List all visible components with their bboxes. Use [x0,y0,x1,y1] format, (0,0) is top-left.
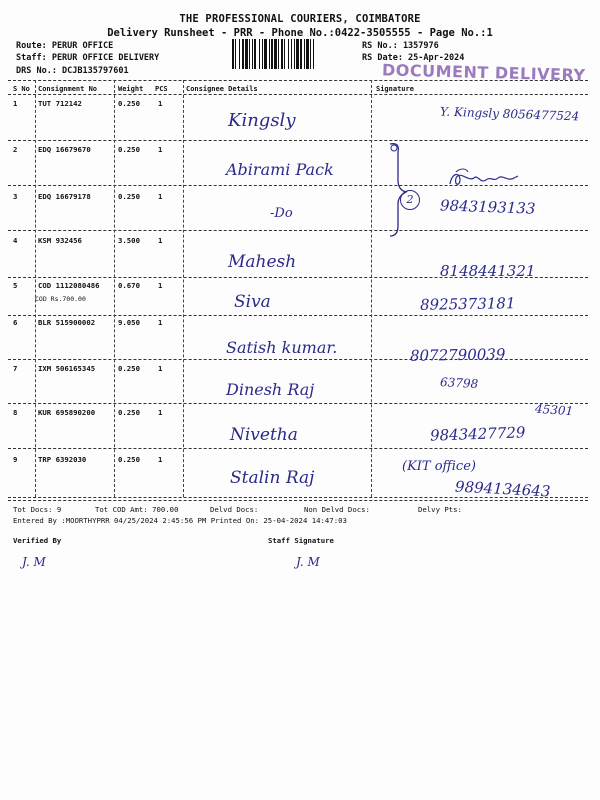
column-header-pcs: PCS [155,85,168,93]
rs-number: RS No.: 1357976 [362,41,439,51]
row-signature-handwritten: 9894134643 [454,477,551,501]
column-header-weight: Weight [118,85,144,93]
row-pcs: 1 [158,281,163,290]
entered-by: Entered By :MOORTHYPRR 04/25/2024 2:45:56 PM Printed On: 25-04-2024 14:47:03 [13,516,347,525]
barcode-bar [300,39,302,69]
brace-mark [386,140,420,240]
row-weight: 0.250 [118,408,140,417]
company-title: THE PROFESSIONAL COURIERS, COIMBATORE [179,13,421,25]
row-consignment-no: KSM 932456 [38,236,82,245]
row7-extra-note: 45301 [534,401,574,419]
row-divider [8,448,588,449]
row-weight: 0.250 [118,99,140,108]
row-weight: 0.250 [118,364,140,373]
row-consignee-handwritten: Siva [234,292,271,312]
drs-number: DRS No.: DCJB135797601 [16,66,129,76]
route-label: Route: PERUR OFFICE [16,41,114,51]
column-divider [35,80,36,497]
barcode-bar [313,39,314,69]
tot-docs: Tot Docs: 9 [13,505,62,514]
row-pcs: 1 [158,455,163,464]
row-consignment-no: TUT 712142 [38,99,82,108]
barcode-bar [291,39,292,69]
row-weight: 9.050 [118,318,140,327]
row-consignment-no: EDQ 16679670 [38,145,91,154]
barcode-bar [294,39,295,69]
row-consignee-handwritten: Satish kumar. [226,338,338,357]
barcode-bar [259,39,260,69]
row-pcs: 1 [158,236,163,245]
staff-signature-label: Staff Signature [268,536,334,545]
barcode-bar [281,39,283,69]
row-sno: 2 [13,145,18,154]
row-divider [8,315,588,316]
row-pcs: 1 [158,364,163,373]
delvd-docs: Delvd Docs: [210,505,259,514]
row-signature-handwritten: 9843193133 [439,196,536,218]
row-sno: 7 [13,364,18,373]
row-weight: 0.250 [118,192,140,201]
row-signature-handwritten: 9843427729 [429,423,526,445]
row-pcs: 1 [158,318,163,327]
row-signature-handwritten: 8072790039 [409,345,506,365]
row-consignment-no: KUR 695890200 [38,408,96,417]
row-sno: 3 [13,192,18,201]
barcode-bar [296,39,299,69]
row-pcs: 1 [158,192,163,201]
totals-top-rule [8,500,588,501]
row-weight: 0.250 [118,145,140,154]
header-bottom-rule [8,94,588,95]
row-divider [8,230,588,231]
table-top-rule [8,80,588,81]
row-consignee-handwritten: Kingsly [228,110,296,131]
row-sno: 1 [13,99,18,108]
row-pcs: 1 [158,408,163,417]
column-divider [183,80,184,497]
barcode-bar [306,39,309,69]
row-signature-handwritten: 8925373181 [419,294,516,314]
row-sno: 4 [13,236,18,245]
barcode-bar [278,39,279,69]
barcode-bar [235,39,236,69]
barcode-bar [245,39,248,69]
row-sno: 5 [13,281,18,290]
barcode-bar [262,39,263,69]
barcode-bar [271,39,273,69]
runsheet-subtitle: Delivery Runsheet - PRR - Phone No.:0422-3505555 - Page No.:1 [107,27,493,39]
row-sno: 8 [13,408,18,417]
barcode-bar [274,39,277,69]
non-delvd-docs: Non Delvd Docs: [304,505,370,514]
row-consignment-no: TRP 6392030 [38,455,87,464]
column-header-consignee: Consignee Details [186,85,258,93]
barcode-bar [288,39,289,69]
row-weight: 3.500 [118,236,140,245]
column-divider [371,80,372,497]
document-delivery-stamp: DOCUMENT DELIVERY [381,60,586,85]
row-divider [8,403,588,404]
delvy-pts: Delvy Pts: [418,505,462,514]
tot-cod-amt: Tot COD Amt: 700.00 [95,505,179,514]
verified-by-label: Verified By [13,536,62,545]
row-signature-handwritten: Y. Kingsly 8056477524 [439,104,580,124]
circled-annotation [400,190,420,210]
barcode-bar [239,39,240,69]
barcode-bar [304,39,305,69]
row-sno: 6 [13,318,18,327]
row-consignee-handwritten: Abirami Pack [226,160,334,179]
row-sno: 9 [13,455,18,464]
barcode-bar [242,39,244,69]
barcode-bar [264,39,267,69]
column-header-sno: S No [13,85,30,93]
row-weight: 0.250 [118,455,140,464]
circled-number: 2 [406,193,414,206]
row-consignee-handwritten: Dinesh Raj [226,380,315,399]
row-consignee-handwritten: -Do [270,206,293,221]
barcode-image [232,39,354,69]
row-pcs: 1 [158,145,163,154]
barcode-bar [252,39,253,69]
barcode-bar [249,39,250,69]
row-signature-handwritten: 63798 [439,375,479,391]
staff-signature: J. M [296,555,320,569]
row-consignee-handwritten: Stalin Raj [230,468,315,488]
column-header-consignment: Consignment No [38,85,98,93]
row-consignment-no: IXM 506165345 [38,364,96,373]
column-divider [114,80,115,497]
tamil-signature-scribble [446,168,536,190]
row-signature-handwritten: 8148441321 [440,262,536,280]
row-consignment-no: EDQ 16679178 [38,192,91,201]
row-consignment-no: COD 1112080486 [38,281,100,290]
rs-date: RS Date: 25-Apr-2024 [362,53,465,63]
row9-extra-note: (KIT office) [402,459,476,474]
barcode-bar [284,39,285,69]
row-consignee-handwritten: Nivetha [230,425,298,445]
verified-by-signature: J. M [22,555,46,569]
column-header-signature: Signature [376,85,414,93]
row-divider [8,140,588,141]
barcode-bar [310,39,311,69]
row-consignee-handwritten: Mahesh [228,252,297,272]
row-cod-amount: COD Rs.700.00 [35,295,86,303]
barcode-bar [232,39,234,69]
row-weight: 0.670 [118,281,140,290]
row-pcs: 1 [158,99,163,108]
staff-label: Staff: PERUR OFFICE DELIVERY [16,53,160,63]
barcode-bar [269,39,270,69]
row-consignment-no: BLR 515900002 [38,318,96,327]
barcode-bar [254,39,256,69]
